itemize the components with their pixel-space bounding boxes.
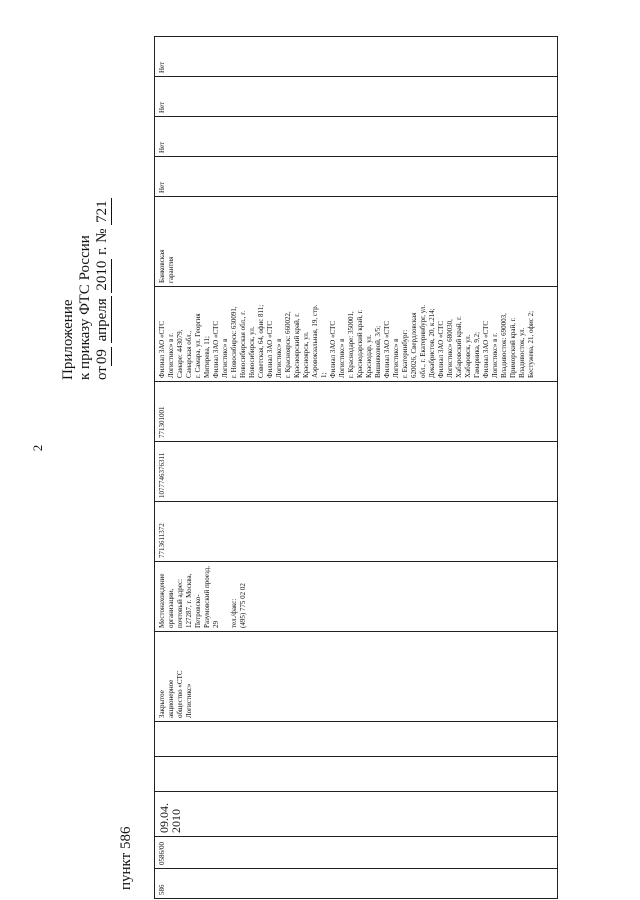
header-day: 09 [94,349,110,365]
header-date-line [94,80,112,380]
header-from-label: от [94,366,110,380]
cell-no-4: Нет [155,37,558,77]
header-title: Приложение [60,299,76,380]
cell-location: Местонахождение организации, почтовый адрес: 127287, г. Москва, Петровско- Разумовский проезд, 29 тел./факс: (495) 775 02 02 [155,562,558,632]
header-order-number: 721 [94,200,110,223]
cell-no-1: Нет [155,157,558,197]
cell-no-3: Нет [155,77,558,117]
header-year: 2010 [94,260,110,291]
cell-reg: 0586/00 [155,837,558,869]
cell-empty-2 [155,757,558,792]
cell-ogrn: 1077746376311 [155,442,558,502]
cell-num: 586 [155,869,558,899]
cell-inn: 7713611372 [155,502,558,562]
order-header [60,80,120,380]
header-no-label: № [94,228,110,243]
cell-no-2: Нет [155,117,558,157]
header-year-suffix: г. [94,246,110,255]
page-number: 2 [30,444,45,452]
cell-date: 09.04. 2010 [155,792,558,837]
cell-branches: Филиал ЗАО «СТС Логистикс» в г. Самаре: 443079, Самарская обл., г. Самара, ул. Георгия Митирева, 11; Филиал ЗАО «СТС Логистикс» в г. Новосибирск: 630091, Новосибирская обл., г. Новосибирск, ул. Советская, 64, офис 811; Филиал ЗАО «СТС Логистикс» в г. Красноярск: 660022, Красноярский край, г. Красноярск, ул. Аэровокзальная, 19, стр. 1; Филиал ЗАО «СТС Логистикс» в г. Краснодаре: 350001, Краснодарский край, г. Краснодар, ул. Вишняковой, 3/5; Филиал ЗАО «СТС Логистикс» в г. Екатеринбург: 620026, Свердловская обл., г. Екатеринбург, ул. Декабристов, 20, к.214; Филиал ЗАО «СТС Логистикс» 680030, Хабаровский край, г. Хабаровск, ул. Гамарника, 9,2; Филиал ЗАО «СТС Логистикс» в г. Владивосток: 690003, Приморский край, г. Владивосток, ул. Бестужева, 21, офис 2; [155,287,558,382]
header-month: апреля [94,298,110,342]
cell-org-name: Закрытое акционерное общество «СТС Логистикс» [155,632,558,722]
cell-empty-1 [155,722,558,757]
registry-table [154,36,557,895]
cell-guarantee: Банковская гарантия [155,197,558,287]
header-order-ref: к приказу ФТС России [77,235,93,380]
cell-kpp: 771301001 [155,382,558,442]
punkt-label: пункт 586 [118,826,134,890]
